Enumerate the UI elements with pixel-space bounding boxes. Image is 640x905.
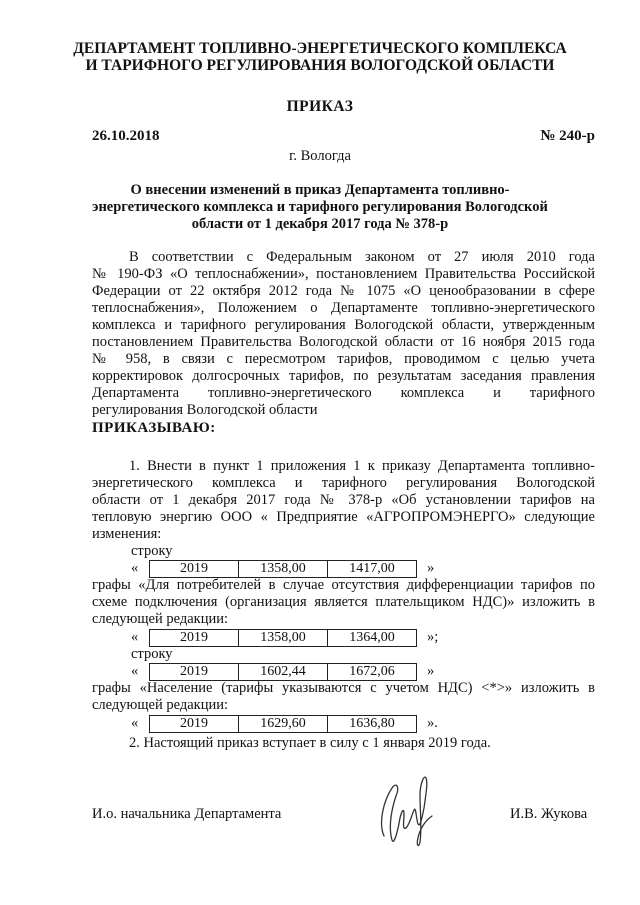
grafa-2-line: графы «Население (тарифы указываются с учетом НДС) <*>» изложить в: [92, 680, 595, 696]
preamble-line: В соответствии с Федеральным законом от 27 июля 2010 года: [129, 249, 595, 265]
quote-open: «: [131, 560, 139, 576]
quote-open: «: [131, 629, 139, 645]
grafa-2-paragraph: [92, 680, 595, 714]
order-directive: ПРИКАЗЫВАЮ:: [92, 420, 216, 436]
quote-close: »;: [427, 629, 439, 645]
preamble-line: № 190-ФЗ «О теплоснабжении», постановлением Правительства Российской: [92, 266, 595, 282]
order-date: 26.10.2018: [92, 128, 160, 144]
tariff-table-1: [149, 560, 417, 577]
subject-line-3: области от 1 декабря 2017 года № 378-р: [191, 216, 449, 232]
tariff-row-2: [131, 629, 461, 646]
item-1-line: энергетического комплекса и тарифного регулирования Вологодской: [92, 475, 595, 491]
item-1-paragraph: [92, 458, 595, 543]
grafa-2-line: следующей редакции:: [92, 697, 229, 713]
subject-line-2: энергетического комплекса и тарифного регулирования Вологодской: [92, 199, 548, 215]
preamble-line: № 958, в связи с пересмотром тарифов, проводимом с целью учета: [92, 351, 595, 367]
stroku-label: строку: [131, 543, 173, 559]
item-1-line: тепловую энергию ООО « Предприятие «АГРОПРОМЭНЕРГО» следующие: [92, 509, 595, 525]
preamble-line: регулирования Вологодской области: [92, 402, 318, 418]
table-cell-year: 2019: [149, 663, 239, 681]
preamble-line: теплоснабжения», Положением о Департаменте топливно-энергетического: [92, 300, 595, 316]
grafa-1-paragraph: [92, 577, 595, 628]
department-line-2: И ТАРИФНОГО РЕГУЛИРОВАНИЯ ВОЛОГОДСКОЙ ОБЛАСТИ: [85, 57, 555, 74]
department-name: [0, 40, 640, 74]
preamble-line: Департамента топливно-энергетического комплекса и тарифного: [92, 385, 595, 401]
item-1-line: изменения:: [92, 526, 162, 542]
table-cell-value: 1417,00: [328, 560, 417, 578]
preamble-line: Федерации от 22 октября 2012 года № 1075 «О ценообразовании в сфере: [92, 283, 595, 299]
quote-close: ».: [427, 715, 438, 731]
item-1-line: 1. Внести в пункт 1 приложения 1 к приказу Департамента топливно-: [129, 458, 595, 474]
table-cell-value: 1358,00: [239, 629, 328, 647]
quote-open: «: [131, 715, 139, 731]
order-subject: [0, 182, 640, 233]
tariff-row-3: [131, 663, 461, 680]
table-cell-value: 1629,60: [239, 715, 328, 733]
table-cell-value: 1672,06: [328, 663, 417, 681]
quote-close: »: [427, 560, 435, 576]
handwritten-signature: [370, 770, 460, 850]
preamble-line: корректировок долгосрочных тарифов, по результатам заседания правления: [92, 368, 595, 384]
preamble-line: комплекса и тарифного регулирования Вологодской области, утвержденным: [92, 317, 595, 333]
table-cell-value: 1364,00: [328, 629, 417, 647]
preamble-paragraph: [92, 249, 595, 419]
table-cell-value: 1636,80: [328, 715, 417, 733]
table-cell-value: 1602,44: [239, 663, 328, 681]
table-cell-year: 2019: [149, 560, 239, 578]
signatory-position: И.о. начальника Департамента: [92, 806, 282, 822]
stroku-label: строку: [131, 646, 173, 662]
table-cell-value: 1358,00: [239, 560, 328, 578]
item-2: [129, 735, 599, 752]
quote-open: «: [131, 663, 139, 679]
signatory-name: И.В. Жукова: [510, 806, 588, 822]
table-cell-year: 2019: [149, 629, 239, 647]
grafa-1-line: следующей редакции:: [92, 611, 229, 627]
tariff-table-3: [149, 663, 417, 680]
document-type: ПРИКАЗ: [286, 98, 354, 115]
tariff-table-4: [149, 715, 417, 732]
grafa-1-line: схеме подключения (организация является плательщиком НДС)» изложить в: [92, 594, 595, 610]
order-number: № 240-р: [540, 128, 595, 144]
tariff-table-2: [149, 629, 417, 646]
table-cell-year: 2019: [149, 715, 239, 733]
city: г. Вологда: [289, 148, 351, 164]
tariff-row-4: [131, 715, 461, 732]
preamble-line: постановлением Правительства Вологодской области от 16 ноября 2015 года: [92, 334, 595, 350]
subject-line-1: О внесении изменений в приказ Департамента топливно-: [130, 182, 510, 198]
quote-close: »: [427, 663, 435, 679]
tariff-row-1: [131, 560, 461, 577]
department-line-1: ДЕПАРТАМЕНТ ТОПЛИВНО-ЭНЕРГЕТИЧЕСКОГО КОМПЛЕКСА: [73, 40, 567, 57]
item-2-line: 2. Настоящий приказ вступает в силу с 1 января 2019 года.: [129, 735, 491, 751]
grafa-1-line: графы «Для потребителей в случае отсутствия дифференциации тарифов по: [92, 577, 595, 593]
item-1-line: области от 1 декабря 2017 года № 378-р «Об установлении тарифов на: [92, 492, 595, 508]
